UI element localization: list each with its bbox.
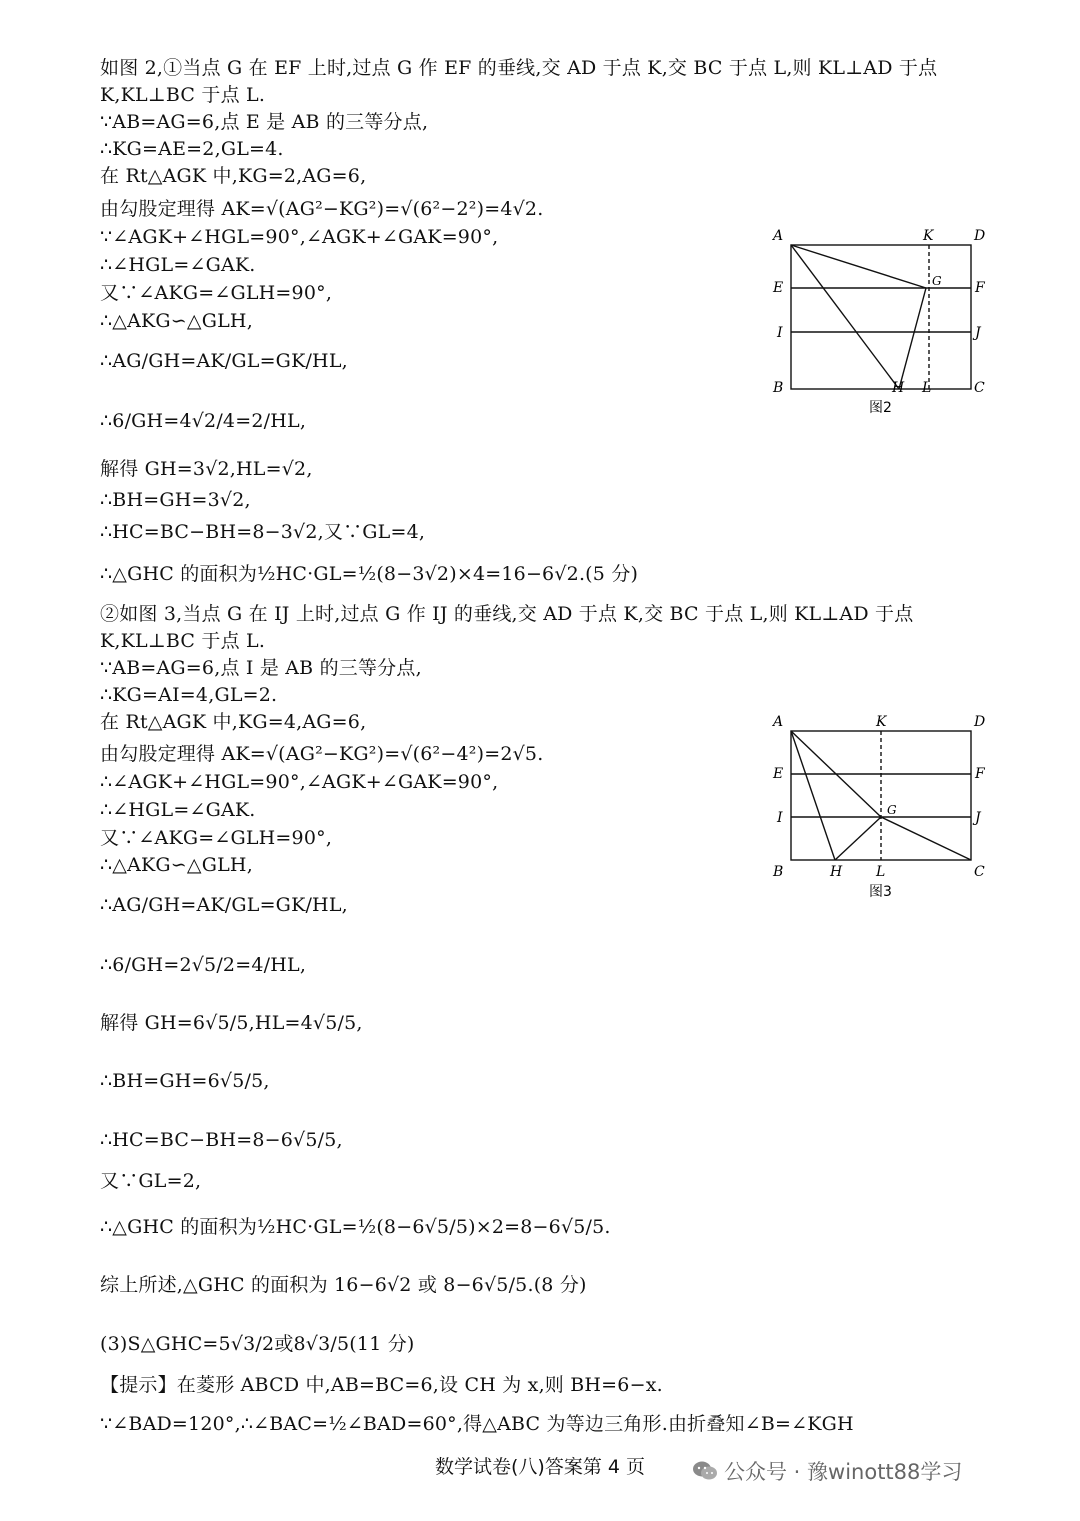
text-line: 解得 GH=3√2,HL=√2, (100, 458, 313, 480)
text-line: 在 Rt△AGK 中,KG=2,AG=6, (100, 165, 367, 187)
point-label: J (975, 325, 981, 341)
watermark-text: 公众号 · 豫winott88学习 (724, 1460, 963, 1484)
text-line: ∴AG/GH=AK/GL=GK/HL, (100, 350, 348, 372)
point-label: K (876, 714, 887, 730)
text-line: 又∵∠AKG=∠GLH=90°, (100, 282, 333, 304)
rectangle-abcd (791, 245, 971, 389)
page-footer: 数学试卷(八)答案第 4 页 (435, 1456, 645, 1478)
figure-caption: 图3 (869, 884, 892, 900)
text-line: 如图 2,①当点 G 在 EF 上时,过点 G 作 EF 的垂线,交 AD 于点 K,交 BC 于点 L,则 KL⊥AD 于点 (100, 57, 938, 79)
text-line: ∴HC=BC−BH=8−6√5/5, (100, 1129, 343, 1151)
point-label: B (773, 864, 784, 880)
point-label: H (892, 380, 905, 396)
point-label: C (974, 380, 985, 396)
text-line: ∴∠AGK+∠HGL=90°,∠AGK+∠GAK=90°, (100, 771, 499, 793)
point-label: A (773, 228, 784, 244)
text-line: (3)S△GHC=5√3/2或8√3/5(11 分) (100, 1333, 415, 1355)
point-label: E (773, 766, 784, 782)
text-line: ∴△AKG∽△GLH, (100, 854, 253, 876)
text-line: ∵AB=AG=6,点 I 是 AB 的三等分点, (100, 657, 422, 679)
text-line: 解得 GH=6√5/5,HL=4√5/5, (100, 1012, 363, 1034)
point-label: G (887, 803, 897, 817)
text-line: ∴△GHC 的面积为½HC·GL=½(8−3√2)×4=16−6√2.(5 分) (100, 563, 639, 585)
text-line: K,KL⊥BC 于点 L. (100, 630, 266, 652)
point-label: K (923, 228, 934, 244)
text-line: ∴6/GH=2√5/2=4/HL, (100, 954, 307, 976)
point-label: F (975, 766, 985, 782)
text-line: 又∵∠AKG=∠GLH=90°, (100, 827, 333, 849)
text-line: ∴∠HGL=∠GAK. (100, 254, 256, 276)
text-line: ∵AB=AG=6,点 E 是 AB 的三等分点, (100, 111, 429, 133)
point-label: F (975, 280, 985, 296)
text-line: ∴△GHC 的面积为½HC·GL=½(8−6√5/5)×2=8−6√5/5. (100, 1216, 611, 1238)
text-line: 在 Rt△AGK 中,KG=4,AG=6, (100, 711, 367, 733)
text-line: ∵∠BAD=120°,∴∠BAC=½∠BAD=60°,得△ABC 为等边三角形.由折叠知∠B=∠KGH (100, 1413, 854, 1435)
point-label: E (773, 280, 784, 296)
text-line: ∴BH=GH=3√2, (100, 489, 251, 511)
point-label: H (830, 864, 843, 880)
figure-caption: 图2 (869, 400, 892, 416)
figure-3-diagram (768, 710, 994, 906)
text-line: ∴AG/GH=AK/GL=GK/HL, (100, 894, 348, 916)
text-line: 【提示】在菱形 ABCD 中,AB=BC=6,设 CH 为 x,则 BH=6−x. (100, 1374, 663, 1396)
watermark (692, 1456, 962, 1486)
text-line: 由勾股定理得 AK=√(AG²−KG²)=√(6²−4²)=2√5. (100, 743, 544, 765)
text-line: 由勾股定理得 AK=√(AG²−KG²)=√(6²−2²)=4√2. (100, 198, 544, 220)
segment-hg (899, 288, 926, 389)
text-line: ∴△AKG∽△GLH, (100, 310, 253, 332)
point-label: A (773, 714, 784, 730)
figure-2-diagram (768, 222, 994, 422)
point-label: C (974, 864, 985, 880)
text-line: ∴BH=GH=6√5/5, (100, 1070, 270, 1092)
text-line: 综上所述,△GHC 的面积为 16−6√2 或 8−6√5/5.(8 分) (100, 1274, 587, 1296)
figure-3 (768, 710, 994, 906)
point-label: G (932, 274, 942, 288)
segment-hg (835, 817, 881, 860)
text-line: ∴∠HGL=∠GAK. (100, 799, 256, 821)
text-line: ∴KG=AE=2,GL=4. (100, 138, 284, 160)
point-label: D (974, 714, 986, 730)
segment-ag (791, 245, 926, 288)
point-label: D (974, 228, 986, 244)
segment-gc (881, 817, 971, 860)
text-line: ∴HC=BC−BH=8−3√2,又∵GL=4, (100, 521, 426, 543)
point-label: B (773, 380, 784, 396)
text-line: ∴6/GH=4√2/4=2/HL, (100, 410, 307, 432)
text-line: ∴KG=AI=4,GL=2. (100, 684, 278, 706)
segment-ah (791, 731, 835, 860)
point-label: L (922, 380, 932, 396)
point-label: L (876, 864, 886, 880)
point-label: I (777, 810, 783, 826)
text-line: K,KL⊥BC 于点 L. (100, 84, 266, 106)
text-line: ∵∠AGK+∠HGL=90°,∠AGK+∠GAK=90°, (100, 226, 499, 248)
text-line: 又∵GL=2, (100, 1170, 202, 1192)
segment-ah (791, 245, 899, 389)
figure-2 (768, 222, 994, 422)
point-label: I (777, 325, 783, 341)
point-label: J (975, 810, 981, 826)
wechat-icon (692, 1460, 718, 1482)
text-line: ②如图 3,当点 G 在 IJ 上时,过点 G 作 IJ 的垂线,交 AD 于点 K,交 BC 于点 L,则 KL⊥AD 于点 (100, 603, 914, 625)
